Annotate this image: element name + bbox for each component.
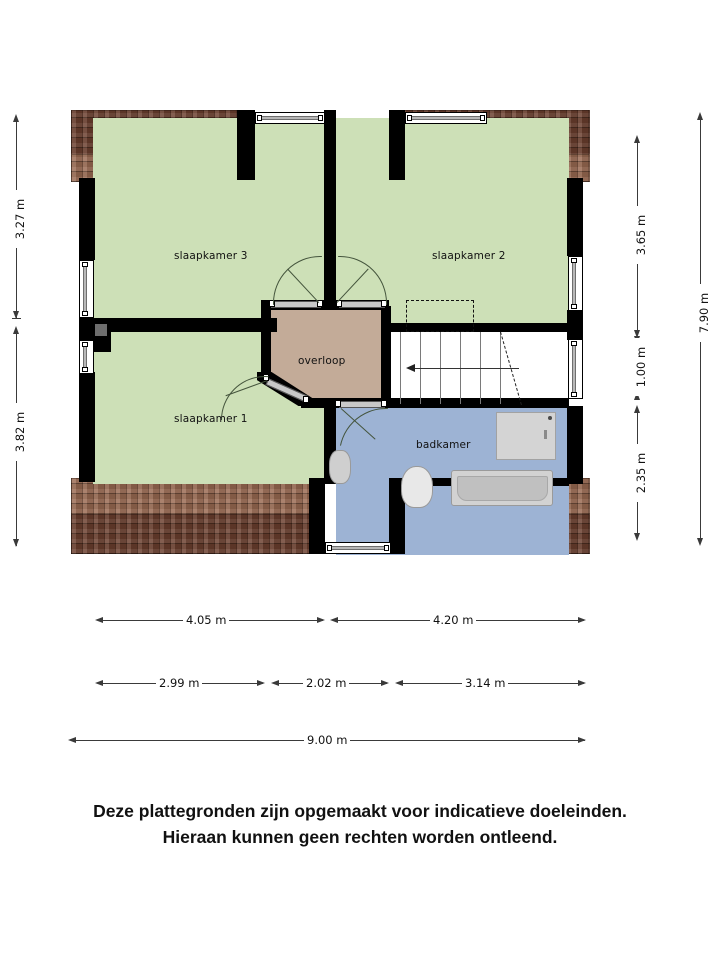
- window-pane: [572, 260, 576, 307]
- window-pane: [409, 116, 483, 120]
- room-label-badkamer: badkamer: [416, 439, 471, 451]
- window-jamb-left: [327, 545, 332, 551]
- window-pane: [83, 264, 87, 314]
- dim-arrow-left: [95, 680, 103, 686]
- bathtub: [451, 470, 553, 506]
- door-sill-badkamer: [339, 401, 385, 408]
- window-jamb-top: [82, 262, 88, 267]
- washbasin: [329, 450, 351, 484]
- toilet: [401, 466, 433, 508]
- room-label-overloop: overloop: [298, 355, 346, 367]
- wall-exterior-top-right: [389, 110, 405, 180]
- closet-outline-slaapkamer-2: [406, 300, 474, 332]
- wall-exterior-bottom-left: [309, 478, 325, 554]
- dim-arrow-right: [578, 617, 586, 623]
- shower-mixer-icon: [544, 430, 547, 439]
- door-jamb-badkamer-a: [335, 400, 341, 407]
- dim-arrow-left: [395, 680, 403, 686]
- dim-arrow-up: [697, 112, 703, 120]
- dim-arrow-left: [271, 680, 279, 686]
- dim-label-left-327: 3.27 m: [13, 190, 27, 248]
- dim-arrow-right: [381, 680, 389, 686]
- window-slaapkamer-1-left: [79, 340, 94, 374]
- wall-exterior-right-upper: [567, 178, 583, 256]
- dim-arrow-left: [330, 617, 338, 623]
- window-jamb-right: [318, 115, 323, 121]
- window-badkamer-bottom: [325, 542, 391, 554]
- dim-arrow-right: [578, 680, 586, 686]
- wall-overloop-left: [261, 300, 271, 382]
- dim-arrow-up: [634, 405, 640, 413]
- stair-direction-line: [415, 368, 519, 369]
- stair-direction-arrow-icon: [406, 364, 415, 372]
- wall-exterior-right-lower: [567, 406, 583, 484]
- window-jamb-bottom: [82, 367, 88, 372]
- window-jamb-bottom: [82, 311, 88, 316]
- wall-exterior-left-upper: [79, 178, 95, 260]
- dim-label-bottom-420: 4.20 m: [430, 613, 476, 627]
- window-pane: [259, 116, 321, 120]
- wall-nib-left: [95, 324, 107, 336]
- room-label-slaapkamer-3: slaapkamer 3: [174, 250, 248, 262]
- window-slaapkamer-3-top: [255, 112, 325, 124]
- dim-arrow-left: [95, 617, 103, 623]
- window-stair-hall-right: [568, 339, 583, 399]
- shower-drain-icon: [548, 416, 552, 420]
- wall-partition-central-vertical: [324, 110, 336, 310]
- window-jamb-top: [82, 342, 88, 347]
- window-pane: [572, 343, 576, 395]
- dim-arrow-down: [634, 533, 640, 541]
- wall-exterior-left-lower: [79, 372, 95, 482]
- dim-label-right-790: 7.90 m: [697, 284, 711, 342]
- disclaimer-line-2: Hieraan kunnen geen rechten worden ontleend.: [162, 827, 558, 848]
- dim-arrow-up: [13, 114, 19, 122]
- dim-label-bottom-314: 3.14 m: [462, 676, 508, 690]
- door-jamb-badkamer-b: [381, 400, 387, 407]
- window-jamb-right: [480, 115, 485, 121]
- room-label-slaapkamer-1: slaapkamer 1: [174, 413, 248, 425]
- wall-exterior-top-left: [237, 110, 255, 180]
- dim-label-bottom-405: 4.05 m: [183, 613, 229, 627]
- dim-arrow-down: [697, 538, 703, 546]
- dim-arrow-right: [578, 737, 586, 743]
- window-jamb-top: [571, 341, 577, 346]
- door-jamb-slaapkamer-1-b: [303, 396, 309, 403]
- window-jamb-left: [257, 115, 262, 121]
- window-pane: [329, 546, 387, 550]
- window-jamb-top: [571, 258, 577, 263]
- window-jamb-bottom: [571, 304, 577, 309]
- dim-arrow-up: [13, 326, 19, 334]
- roof-patch-bottom-left-2: [71, 514, 316, 554]
- room-label-slaapkamer-2: slaapkamer 2: [432, 250, 506, 262]
- dim-arrow-right: [317, 617, 325, 623]
- window-jamb-bottom: [571, 392, 577, 397]
- disclaimer-line-1: Deze plattegronden zijn opgemaakt voor indicatieve doeleinden.: [93, 801, 627, 821]
- dim-tick: [12, 318, 21, 319]
- window-slaapkamer-2-top: [405, 112, 487, 124]
- dim-arrow-down: [13, 539, 19, 547]
- dim-label-bottom-total: 9.00 m: [304, 733, 350, 747]
- window-slaapkamer-2-right: [568, 256, 583, 311]
- window-slaapkamer-3-left: [79, 260, 94, 318]
- dim-label-right-235: 2.35 m: [634, 444, 648, 502]
- shower-tray: [496, 412, 556, 460]
- building-footprint: [71, 110, 590, 554]
- dim-arrow-up: [634, 135, 640, 143]
- dim-arrow-right: [257, 680, 265, 686]
- dim-label-bottom-299: 2.99 m: [156, 676, 202, 690]
- disclaimer-caption: [0, 798, 720, 851]
- window-jamb-left: [407, 115, 412, 121]
- dim-label-left-382: 3.82 m: [13, 403, 27, 461]
- dim-label-right-365: 3.65 m: [634, 206, 648, 264]
- wall-overloop-right: [381, 306, 391, 406]
- dim-arrow-left: [68, 737, 76, 743]
- dim-label-right-100: 1.00 m: [634, 338, 648, 396]
- window-jamb-right: [384, 545, 389, 551]
- dim-label-bottom-202: 2.02 m: [303, 676, 349, 690]
